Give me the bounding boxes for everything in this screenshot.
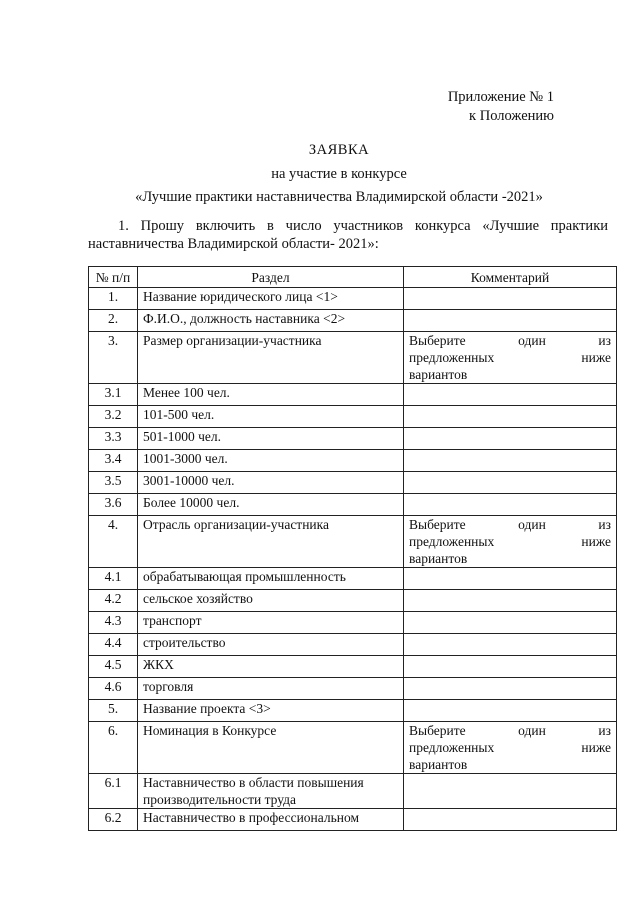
choose-line-3: вариантов xyxy=(409,551,468,566)
row-comment[interactable] xyxy=(404,450,617,472)
row-number: 3.1 xyxy=(89,384,138,406)
table-row xyxy=(89,678,617,700)
row-comment[interactable] xyxy=(404,656,617,678)
row-comment[interactable] xyxy=(404,494,617,516)
table-row xyxy=(89,516,617,568)
table-row xyxy=(89,428,617,450)
row-comment[interactable] xyxy=(404,590,617,612)
header-comment: Комментарий xyxy=(404,267,617,288)
row-comment[interactable] xyxy=(404,310,617,332)
row-number: 1. xyxy=(89,288,138,310)
row-comment[interactable] xyxy=(404,774,617,809)
row-comment[interactable] xyxy=(404,406,617,428)
table-row xyxy=(89,494,617,516)
application-table xyxy=(88,266,617,831)
row-number: 2. xyxy=(89,310,138,332)
row-section: Отрасль организации-участника xyxy=(138,516,404,568)
row-section: Наставничество в области повышения производительности труда xyxy=(138,774,404,809)
row-section: Размер организации-участника xyxy=(138,332,404,384)
row-number: 4.5 xyxy=(89,656,138,678)
table-row xyxy=(89,700,617,722)
row-comment[interactable] xyxy=(404,678,617,700)
annex-line-1: Приложение № 1 xyxy=(447,89,554,105)
row-section: 1001-3000 чел. xyxy=(138,450,404,472)
table-row xyxy=(89,656,617,678)
table-row xyxy=(89,450,617,472)
row-section: Название юридического лица <1> xyxy=(138,288,404,310)
row-section: сельское хозяйство xyxy=(138,590,404,612)
row-number: 4.4 xyxy=(89,634,138,656)
table-row xyxy=(89,634,617,656)
row-number: 4.1 xyxy=(89,568,138,590)
annex-line-2: к Положению xyxy=(469,108,554,124)
row-number: 4.3 xyxy=(89,612,138,634)
table-row xyxy=(89,384,617,406)
row-comment-choose xyxy=(404,722,617,774)
row-comment[interactable] xyxy=(404,428,617,450)
row-number: 3.5 xyxy=(89,472,138,494)
row-comment[interactable] xyxy=(404,634,617,656)
table-row xyxy=(89,332,617,384)
row-number: 3.2 xyxy=(89,406,138,428)
table-row xyxy=(89,612,617,634)
row-number: 4.2 xyxy=(89,590,138,612)
table-row xyxy=(89,809,617,831)
choose-line-1: Выберите один из xyxy=(409,517,611,532)
row-number: 4. xyxy=(89,516,138,568)
row-comment[interactable] xyxy=(404,612,617,634)
document-title: ЗАЯВКА xyxy=(308,142,370,158)
row-section: ЖКХ xyxy=(138,656,404,678)
header-number: № п/п xyxy=(89,267,138,288)
row-number: 3. xyxy=(89,332,138,384)
document-subtitle: на участие в конкурсе xyxy=(271,166,407,182)
row-section: обрабатывающая промышленность xyxy=(138,568,404,590)
row-number: 3.6 xyxy=(89,494,138,516)
row-section: Ф.И.О., должность наставника <2> xyxy=(138,310,404,332)
table-row xyxy=(89,472,617,494)
row-section: Название проекта <3> xyxy=(138,700,404,722)
table-row xyxy=(89,568,617,590)
row-number: 4.6 xyxy=(89,678,138,700)
choose-line-1: Выберите один из xyxy=(409,333,611,348)
choose-line-2: предложенных ниже xyxy=(409,534,611,549)
table-header-row xyxy=(89,267,617,288)
title-block xyxy=(0,140,640,207)
row-section: 101-500 чел. xyxy=(138,406,404,428)
row-number: 6. xyxy=(89,722,138,774)
choose-line-2: предложенных ниже xyxy=(409,350,611,365)
row-section: торговля xyxy=(138,678,404,700)
annex-label xyxy=(448,88,554,126)
row-comment[interactable] xyxy=(404,384,617,406)
row-comment[interactable] xyxy=(404,809,617,831)
header-section: Раздел xyxy=(138,267,404,288)
row-comment-choose xyxy=(404,516,617,568)
table-row xyxy=(89,774,617,809)
table-row xyxy=(89,590,617,612)
row-number: 5. xyxy=(89,700,138,722)
table-row xyxy=(89,722,617,774)
row-comment[interactable] xyxy=(404,288,617,310)
table-row xyxy=(89,288,617,310)
row-section: 3001-10000 чел. xyxy=(138,472,404,494)
row-section: строительство xyxy=(138,634,404,656)
row-comment[interactable] xyxy=(404,568,617,590)
choose-line-2: предложенных ниже xyxy=(409,740,611,755)
row-number: 3.3 xyxy=(89,428,138,450)
table-row xyxy=(89,406,617,428)
row-comment[interactable] xyxy=(404,472,617,494)
intro-paragraph: 1. Прошу включить в число участников конкурса «Лучшие практики наставничества Владимирской области- 2021»: xyxy=(88,218,608,252)
row-number: 3.4 xyxy=(89,450,138,472)
row-section: транспорт xyxy=(138,612,404,634)
choose-line-1: Выберите один из xyxy=(409,723,611,738)
row-number: 6.1 xyxy=(89,774,138,809)
row-section: Более 10000 чел. xyxy=(138,494,404,516)
row-section: Номинация в Конкурсе xyxy=(138,722,404,774)
choose-line-3: вариантов xyxy=(409,757,468,772)
choose-line-3: вариантов xyxy=(409,367,468,382)
row-number: 6.2 xyxy=(89,809,138,831)
row-comment-choose xyxy=(404,332,617,384)
row-section: Наставничество в профессиональном xyxy=(138,809,404,831)
row-comment[interactable] xyxy=(404,700,617,722)
row-section: Менее 100 чел. xyxy=(138,384,404,406)
contest-name: «Лучшие практики наставничества Владимирской области -2021» xyxy=(135,189,543,205)
row-section: 501-1000 чел. xyxy=(138,428,404,450)
table-row xyxy=(89,310,617,332)
